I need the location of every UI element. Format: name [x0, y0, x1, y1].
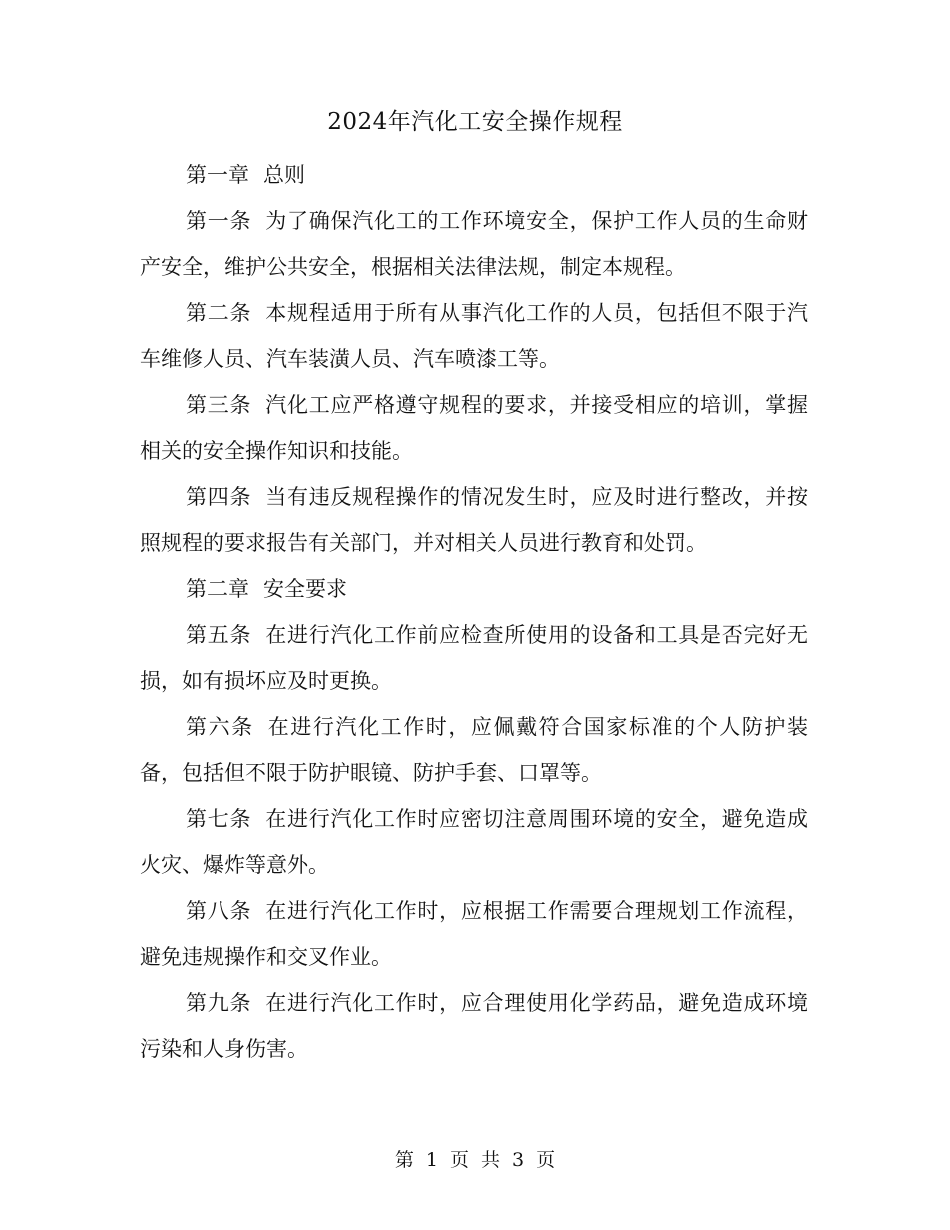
article-number: 第七条	[186, 807, 252, 831]
article-number: 第五条	[186, 623, 252, 647]
article-paragraph	[140, 980, 808, 1072]
article-paragraph	[140, 474, 808, 566]
article-text: 在进行汽化工作时，应合理使用化学药品，避免造成环境污染和人身伤害。	[140, 991, 809, 1061]
chapter-heading	[140, 152, 808, 198]
article-number: 第四条	[186, 485, 252, 509]
article-text: 为了确保汽化工的工作环境安全，保护工作人员的生命财产安全，维护公共安全，根据相关法律法规，制定本规程。	[140, 209, 809, 279]
article-paragraph	[140, 612, 808, 704]
article-number: 第九条	[186, 991, 252, 1015]
chapter-heading	[140, 566, 808, 612]
document-body	[140, 152, 808, 1072]
article-number: 第六条	[186, 715, 254, 739]
page-number-footer: 第 1 页 共 3 页	[394, 1149, 556, 1171]
chapter-number: 第一章	[186, 163, 249, 187]
chapter-number: 第二章	[186, 577, 249, 601]
chapter-title: 总则	[263, 163, 305, 187]
document-title: 2024年汽化工安全操作规程	[327, 109, 623, 135]
article-text: 本规程适用于所有从事汽化工作的人员，包括但不限于汽车维修人员、汽车装潢人员、汽车喷漆工等。	[140, 301, 809, 371]
article-text: 在进行汽化工作时，应佩戴符合国家标准的个人防护装备，包括但不限于防护眼镜、防护手套、口罩等。	[140, 715, 809, 785]
article-number: 第八条	[186, 899, 252, 923]
article-paragraph	[140, 290, 808, 382]
article-number: 第一条	[186, 209, 252, 233]
article-number: 第三条	[186, 393, 252, 417]
article-paragraph	[140, 198, 808, 290]
article-text: 汽化工应严格遵守规程的要求，并接受相应的培训，掌握相关的安全操作知识和技能。	[140, 393, 809, 463]
chapter-title: 安全要求	[263, 577, 347, 601]
article-paragraph	[140, 704, 808, 796]
article-text: 在进行汽化工作前应检查所使用的设备和工具是否完好无损，如有损坏应及时更换。	[140, 623, 809, 693]
article-text: 在进行汽化工作时应密切注意周围环境的安全，避免造成火灾、爆炸等意外。	[140, 807, 809, 877]
article-text: 当有违反规程操作的情况发生时，应及时进行整改，并按照规程的要求报告有关部门，并对相关人员进行教育和处罚。	[140, 485, 809, 555]
article-number: 第二条	[186, 301, 252, 325]
article-text: 在进行汽化工作时，应根据工作需要合理规划工作流程，避免违规操作和交叉作业。	[140, 899, 809, 969]
article-paragraph	[140, 796, 808, 888]
article-paragraph	[140, 382, 808, 474]
article-paragraph	[140, 888, 808, 980]
